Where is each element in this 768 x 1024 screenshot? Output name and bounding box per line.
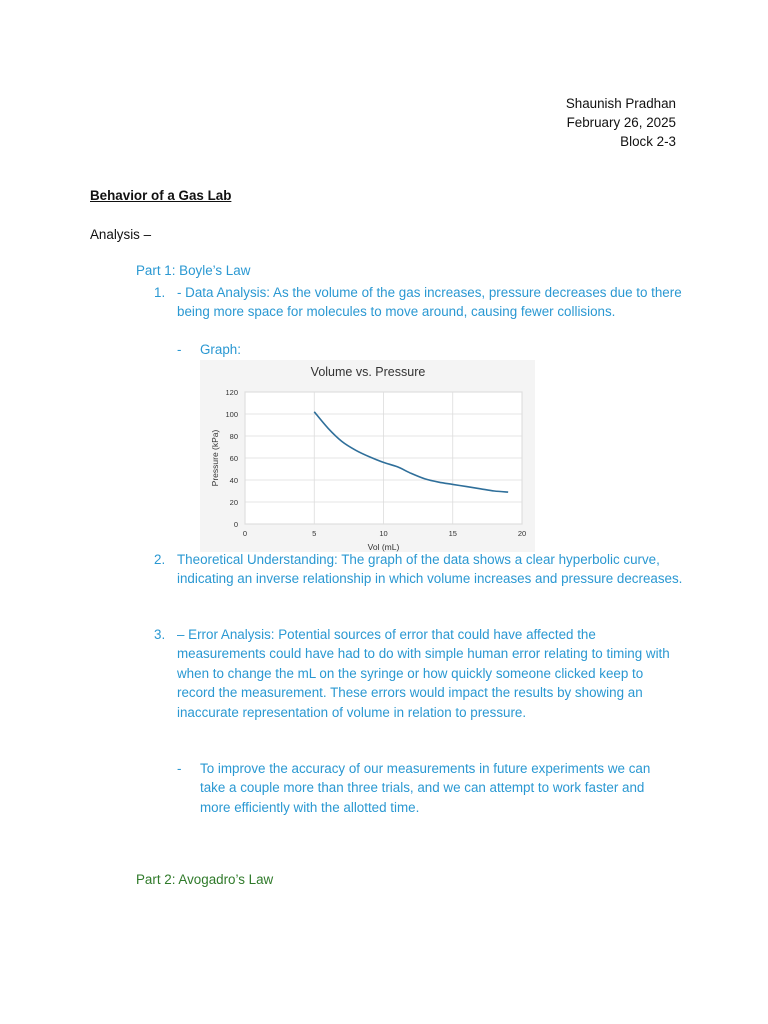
dash-bullet: -	[177, 761, 182, 776]
improvement-text: To improve the accuracy of our measurements in future experiments we can take a couple more than three trials, and we can attempt to work faster and more efficiently with the allotted time.	[200, 761, 651, 815]
y-tick-label: 100	[225, 410, 238, 419]
y-tick-label: 80	[229, 432, 238, 441]
x-tick-label: 0	[242, 529, 248, 538]
list-number: 1.	[154, 285, 166, 300]
document-date: February 26, 2025	[566, 115, 676, 130]
x-tick-label: 15	[448, 529, 457, 538]
graph-subitem	[177, 340, 667, 359]
chart-title: Volume vs. Pressure	[310, 365, 426, 379]
chart-svg	[200, 360, 535, 552]
volume-pressure-chart	[200, 360, 535, 552]
y-axis-label: Pressure (kPa)	[210, 429, 220, 487]
y-tick-label: 60	[229, 454, 238, 463]
x-tick-label: 20	[517, 529, 527, 538]
author-name: Shaunish Pradhan	[565, 96, 676, 111]
part1-heading: Part 1: Boyle’s Law	[136, 263, 251, 278]
part2-heading: Part 2: Avogadro’s Law	[136, 872, 274, 887]
improvement-subitem	[177, 759, 667, 817]
y-tick-label: 20	[229, 498, 238, 507]
dash-bullet: -	[177, 342, 182, 357]
document-title: Behavior of a Gas Lab	[90, 188, 232, 203]
list-item-text: – Error Analysis: Potential sources of error that could have affected the measurements could have had to do with simple human error relating to timing with when to change the mL on the syringe or how quickly someone clicked keep to record the measurement. These errors would impact the results by showing an inaccurate representation of volume in relation to pressure.	[177, 627, 670, 720]
list-item-theoretical-understanding	[154, 550, 684, 589]
list-item-text: Theoretical Understanding: The graph of the data shows a clear hyperbolic curve, indicating an inverse relationship in which volume increases and pressure decreases.	[177, 552, 683, 587]
list-item-data-analysis	[154, 283, 684, 322]
y-tick-label: 120	[225, 388, 238, 397]
list-item-error-analysis	[154, 625, 684, 722]
author-block	[566, 94, 676, 151]
x-axis-label: Vol (mL)	[367, 542, 400, 552]
graph-label: Graph:	[200, 342, 241, 357]
x-tick-label: 10	[379, 529, 388, 538]
class-block: Block 2-3	[620, 134, 676, 149]
y-tick-label: 40	[229, 476, 238, 485]
analysis-label: Analysis –	[90, 227, 152, 242]
x-tick-label: 5	[312, 529, 317, 538]
list-number: 3.	[154, 627, 166, 642]
list-number: 2.	[154, 552, 166, 567]
list-item-text: - Data Analysis: As the volume of the gas increases, pressure decreases due to there being more space for molecules to move around, causing fewer collisions.	[177, 285, 682, 320]
y-tick-label: 0	[233, 520, 238, 529]
